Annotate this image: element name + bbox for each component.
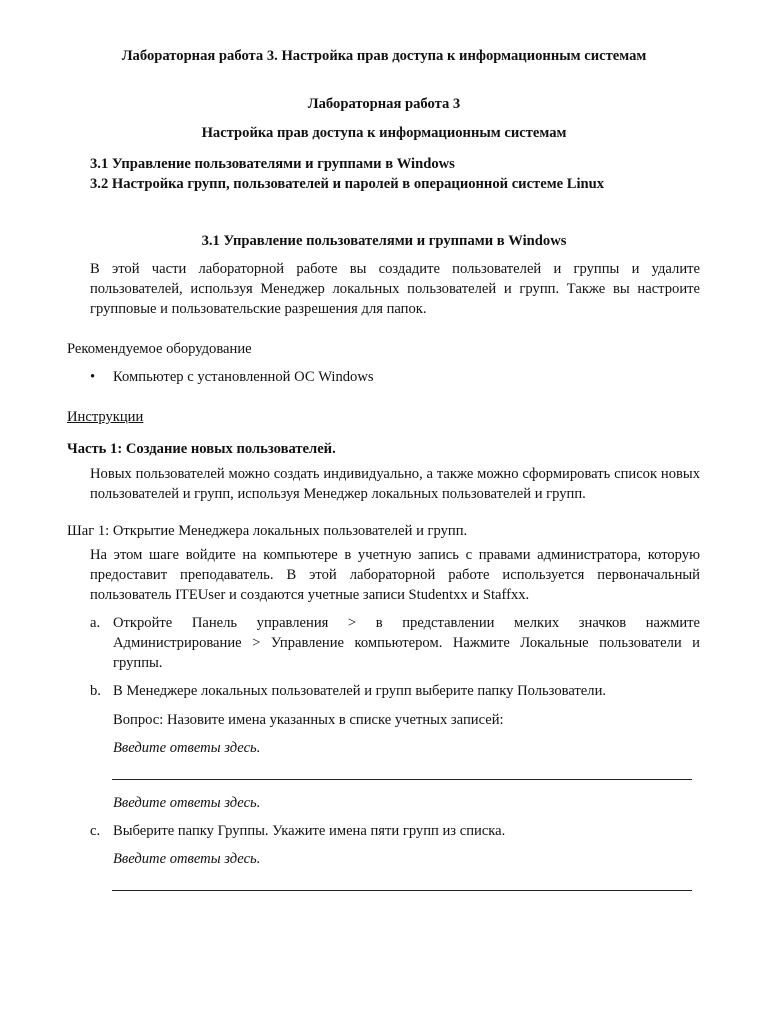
instructions-heading: Инструкции (67, 409, 144, 425)
item-a-text: Откройте Панель управления > в представлении мелких значков нажмите Администрирование > Управление компьютером. Нажмите Локальные пользователи и группы. (113, 615, 700, 671)
document-subtitle: Настройка прав доступа к информационным системам (201, 125, 567, 141)
item-b-text: В Менеджере локальных пользователей и групп выберите папку Пользователи. (113, 683, 607, 699)
question-b: Вопрос: Назовите имена указанных в списке учетных записей: (113, 712, 504, 728)
item-c-marker: c. (90, 823, 101, 839)
toc-item-3-1: 3.1 Управление пользователями и группами в Windows (90, 156, 455, 172)
equipment-item: Компьютер с установленной ОС Windows (113, 369, 374, 385)
answer-line-c (112, 890, 692, 891)
answer-line-b (112, 779, 692, 780)
intro-paragraph: В этой части лабораторной работе вы создадите пользователей и группы и удалите пользователей, используя Менеджер локальных пользователей и групп. Также вы настроите групповые и пользовательские разрешения для папок. (90, 261, 700, 317)
item-a-marker: a. (90, 615, 101, 631)
answer-placeholder-b2[interactable]: Введите ответы здесь. (113, 795, 261, 811)
document-title: Лабораторная работа 3 (307, 96, 461, 112)
part1-paragraph: Новых пользователей можно создать индивидуально, а также можно сформировать список новых пользователей и групп, используя Менеджер локальных пользователей и групп. (90, 466, 700, 502)
step1-heading: Шаг 1: Открытие Менеджера локальных пользователей и групп. (67, 523, 468, 539)
item-c-text: Выберите папку Группы. Укажите имена пяти групп из списка. (113, 823, 506, 839)
toc-item-3-2: 3.2 Настройка групп, пользователей и паролей в операционной системе Linux (90, 176, 605, 192)
bullet-marker: • (90, 369, 96, 385)
item-b-marker: b. (90, 683, 101, 699)
equipment-heading: Рекомендуемое оборудование (67, 341, 252, 357)
part1-heading: Часть 1: Создание новых пользователей. (67, 441, 336, 457)
answer-placeholder-c[interactable]: Введите ответы здесь. (113, 851, 261, 867)
page-header: Лабораторная работа 3. Настройка прав доступа к информационным системам (121, 48, 647, 64)
step1-paragraph: На этом шаге войдите на компьютере в учетную запись с правами администратора, которую предоставит преподаватель. В этой лабораторной работе используется первоначальный пользователь ITEUser и создаются учетные записи Studentxx и Staffxx. (90, 547, 700, 603)
section-title: 3.1 Управление пользователями и группами в Windows (201, 233, 567, 249)
answer-placeholder-b1[interactable]: Введите ответы здесь. (113, 740, 261, 756)
